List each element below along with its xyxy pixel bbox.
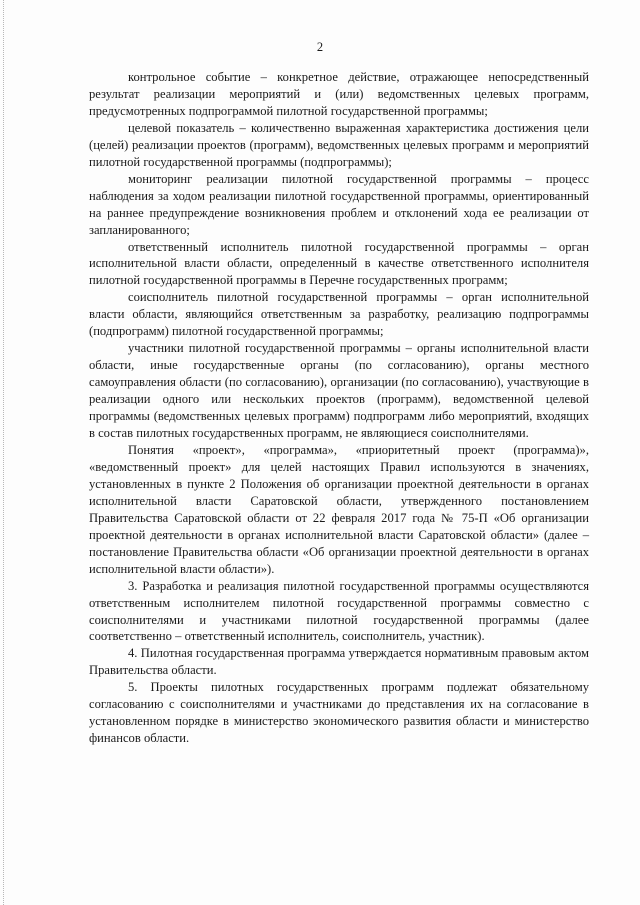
paragraph-concepts: Понятия «проект», «программа», «приоритетный проект (программа)», «ведомственный проект» для целей настоящих Правил используются в значениях, установленных в пункте 2 Положения об организации проектной деятельности в органах исполнительной власти Саратовской области, утвержденного постановлением Правительства Саратовской области от 22 февраля 2017 года № 75-П «Об организации проектной деятельности в органах исполнительной власти Саратовской области» (далее – постановление Правительства области «Об организации проектной деятельности в органах исполнительной власти области»). bbox=[89, 442, 589, 576]
paragraph-item-5: 5. Проекты пилотных государственных программ подлежат обязательному согласованию с соисполнителями и участниками до представления их на согласование в установленном порядке в министерство экономического развития области и министерство финансов области. bbox=[89, 680, 589, 746]
definition-target-indicator: целевой показатель – количественно выраженная характеристика достижения цели (целей) реализации проектов (программ), ведомственных целевых программ и мероприятий пилотной государственной программы (подпрограммы); bbox=[89, 120, 589, 169]
binding-edge-mark bbox=[3, 0, 4, 905]
definition-co-executor: соисполнитель пилотной государственной программы – орган исполнительной власти области, являющийся ответственным за разработку, реализацию подпрограммы (подпрограмм) пилотной государственной программы; bbox=[89, 290, 589, 339]
page-number: 2 bbox=[316, 40, 324, 54]
definition-participants: участники пилотной государственной программы – органы исполнительной власти области, иные государственные органы (по согласованию), органы местного самоуправления области (по согласованию), организации (по согласованию), участвующие в реализации одного или нескольких проектов (программ), ведомственной целевой программы (ведомственных целевых программ) подпрограмм либо мероприятий, входящих в состав пилотных государственных программ, не являющиеся соисполнителями. bbox=[89, 341, 589, 441]
paragraph-item-3: 3. Разработка и реализация пилотной государственной программы осуществляются ответственным исполнителем пилотной государственной программы совместно с соисполнителями и участниками пилотной государственной программы (далее соответственно – ответственный исполнитель, соисполнитель, участник). bbox=[89, 578, 589, 644]
paragraph-item-4: 4. Пилотная государственная программа утверждается нормативным правовым актом Правительства области. bbox=[89, 646, 589, 678]
definition-control-event: контрольное событие – конкретное действие, отражающее непосредственный результат реализации мероприятий и (или) ведомственных целевых программ, предусмотренных подпрограммой пилотной государственной программы; bbox=[89, 70, 589, 118]
definition-responsible-executor: ответственный исполнитель пилотной государственной программы – орган исполнительной власти области, определенный в качестве ответственного исполнителя пилотной государственной программы в Перечне государственных программ; bbox=[89, 239, 589, 288]
document-body bbox=[89, 69, 589, 747]
definition-monitoring: мониторинг реализации пилотной государственной программы – процесс наблюдения за ходом реализации пилотной государственной программы, ориентированный на раннее предупреждение возникновения проблем и отклонений хода ее реализации от запланированного; bbox=[89, 171, 589, 237]
